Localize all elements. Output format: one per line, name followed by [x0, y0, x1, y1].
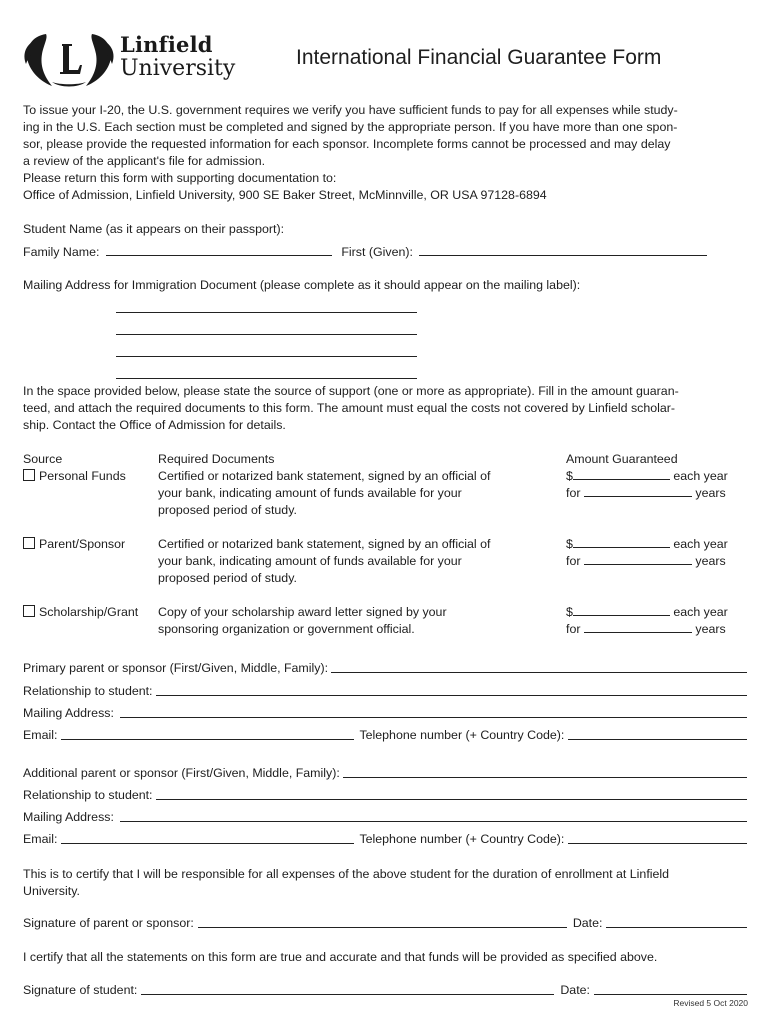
- relationship-field[interactable]: [156, 788, 748, 800]
- mailing-address-label: Mailing Address:: [23, 810, 114, 824]
- telephone-label: Telephone number (+ Country Code):: [359, 728, 565, 742]
- personal-funds-option[interactable]: [23, 468, 126, 485]
- scholarship-grant-checkbox[interactable]: [23, 605, 35, 617]
- support-line: teed, and attach the required documents to this form. The amount must equal the costs not covered by Linfield scholar-: [23, 401, 676, 415]
- student-date-field[interactable]: [594, 983, 747, 995]
- revision-note: Revised 5 Oct 2020: [673, 998, 748, 1008]
- telephone-field[interactable]: [568, 728, 747, 740]
- logo-line2: University: [120, 56, 236, 81]
- primary-sponsor-label: Primary parent or sponsor (First/Given, Middle, Family):: [23, 661, 329, 675]
- mailing-address-heading: Mailing Address for Immigration Document (please complete as it should appear on the mailing label):: [23, 278, 581, 292]
- mailing-address-field[interactable]: [120, 810, 747, 822]
- intro-paragraph: [23, 102, 749, 204]
- first-name-field[interactable]: [419, 244, 707, 256]
- primary-sponsor-row: [23, 661, 747, 675]
- student-address-line-3[interactable]: [116, 356, 417, 357]
- dollar-sign: $: [566, 537, 573, 551]
- linfield-logo: [22, 30, 252, 90]
- relationship-row: [23, 684, 747, 698]
- amount-column-header: Amount Guaranteed: [566, 452, 678, 466]
- source-label: Parent/Sponsor: [39, 537, 126, 551]
- parent-sponsor-option[interactable]: [23, 536, 125, 553]
- dollar-sign: $: [566, 469, 573, 483]
- each-year-label: each year: [673, 605, 728, 619]
- sponsor-date-field[interactable]: [606, 916, 747, 928]
- intro-line: Please return this form with supporting documentation to:: [23, 171, 337, 185]
- doc-line: your bank, indicating amount of funds available for your: [158, 486, 462, 500]
- doc-line: sponsoring organization or government official.: [158, 622, 415, 636]
- sponsor-certification: [23, 866, 749, 900]
- documents-column-header: Required Documents: [158, 452, 275, 466]
- amount-fields: [566, 468, 728, 502]
- parent-sponsor-checkbox[interactable]: [23, 537, 35, 549]
- doc-line: proposed period of study.: [158, 571, 297, 585]
- form-title: International Financial Guarantee Form: [296, 46, 662, 69]
- for-label: for: [566, 486, 581, 500]
- sponsor-signature-field[interactable]: [198, 916, 567, 928]
- personal-funds-checkbox[interactable]: [23, 469, 35, 481]
- source-label: Scholarship/Grant: [39, 605, 139, 619]
- intro-line: ing in the U.S. Each section must be completed and signed by the appropriate person. If you have more than one spon-: [23, 120, 678, 134]
- oak-leaf-emblem-icon: [22, 30, 118, 90]
- email-label: Email:: [23, 728, 58, 742]
- intro-line: Office of Admission, Linfield University, 900 SE Baker Street, McMinnville, OR USA 97128-6894: [23, 188, 547, 202]
- each-year-label: each year: [673, 469, 728, 483]
- years-label: years: [695, 486, 726, 500]
- dollar-sign: $: [566, 605, 573, 619]
- mailing-address-field[interactable]: [120, 706, 747, 718]
- sponsor-signature-row: [23, 916, 747, 930]
- student-address-line-1[interactable]: [116, 312, 417, 313]
- date-label: Date:: [572, 916, 603, 930]
- source-column-header: Source: [23, 452, 63, 466]
- required-documents-text: [158, 536, 490, 587]
- support-line: In the space provided below, please state the source of support (one or more as appropriate). Fill in the amount guaran-: [23, 384, 679, 398]
- telephone-field[interactable]: [568, 832, 747, 844]
- amount-fields: [566, 604, 728, 638]
- mailing-address-label: Mailing Address:: [23, 706, 114, 720]
- years-label: years: [695, 554, 726, 568]
- student-certification: I certify that all the statements on this form are true and accurate and that funds will be provided as specified above.: [23, 950, 658, 964]
- doc-line: Copy of your scholarship award letter signed by your: [158, 605, 447, 619]
- email-phone-row: [23, 728, 747, 742]
- date-label: Date:: [560, 983, 590, 997]
- amount-fields: [566, 536, 728, 570]
- required-documents-text: [158, 604, 447, 638]
- intro-line: To issue your I-20, the U.S. government requires we verify you have sufficient funds to pay for all expenses while study-: [23, 103, 678, 117]
- certification-line: University.: [23, 884, 80, 898]
- amount-field[interactable]: [573, 604, 670, 616]
- relationship-row: [23, 788, 747, 802]
- student-signature-field[interactable]: [141, 983, 554, 995]
- additional-sponsor-label: Additional parent or sponsor (First/Given, Middle, Family):: [23, 766, 340, 780]
- intro-line: sor, please provide the requested information for each sponsor. Incomplete forms cannot be processed and may delay: [23, 137, 671, 151]
- for-label: for: [566, 554, 581, 568]
- relationship-field[interactable]: [156, 684, 748, 696]
- email-label: Email:: [23, 832, 58, 846]
- amount-field[interactable]: [573, 468, 670, 480]
- doc-line: your bank, indicating amount of funds available for your: [158, 554, 462, 568]
- years-field[interactable]: [584, 553, 692, 565]
- certification-line: This is to certify that I will be responsible for all expenses of the above student for the duration of enrollment at Linfield: [23, 867, 670, 881]
- student-address-line-2[interactable]: [116, 334, 417, 335]
- sponsor-signature-label: Signature of parent or sponsor:: [23, 916, 194, 930]
- email-field[interactable]: [61, 728, 354, 740]
- source-label: Personal Funds: [39, 469, 126, 483]
- family-name-row: [23, 244, 707, 259]
- each-year-label: each year: [673, 537, 728, 551]
- years-label: years: [695, 622, 726, 636]
- student-signature-label: Signature of student:: [23, 983, 138, 997]
- primary-sponsor-field[interactable]: [331, 661, 747, 673]
- family-name-label: Family Name:: [23, 245, 100, 259]
- student-address-line-4[interactable]: [116, 378, 417, 379]
- amount-field[interactable]: [573, 536, 670, 548]
- logo-line1: Linfield: [120, 32, 213, 57]
- telephone-label: Telephone number (+ Country Code):: [359, 832, 565, 846]
- for-label: for: [566, 622, 581, 636]
- additional-sponsor-row: [23, 766, 747, 780]
- student-signature-row: [23, 983, 747, 997]
- family-name-field[interactable]: [106, 244, 332, 256]
- scholarship-grant-option[interactable]: [23, 604, 138, 621]
- required-documents-text: [158, 468, 490, 519]
- support-paragraph: [23, 383, 749, 434]
- years-field[interactable]: [584, 621, 692, 633]
- email-phone-row: [23, 832, 747, 846]
- doc-line: proposed period of study.: [158, 503, 297, 517]
- sponsor-mailing-row: [23, 810, 747, 824]
- doc-line: Certified or notarized bank statement, signed by an official of: [158, 469, 491, 483]
- years-field[interactable]: [584, 485, 692, 497]
- student-name-heading: Student Name (as it appears on their passport):: [23, 222, 285, 236]
- relationship-label: Relationship to student:: [23, 684, 153, 698]
- first-name-label: First (Given):: [341, 245, 413, 259]
- doc-line: Certified or notarized bank statement, signed by an official of: [158, 537, 491, 551]
- relationship-label: Relationship to student:: [23, 788, 153, 802]
- intro-line: a review of the applicant's file for admission.: [23, 154, 266, 168]
- sponsor-mailing-row: [23, 706, 747, 720]
- email-field[interactable]: [61, 832, 354, 844]
- additional-sponsor-field[interactable]: [343, 766, 747, 778]
- support-line: ship. Contact the Office of Admission for details.: [23, 418, 286, 432]
